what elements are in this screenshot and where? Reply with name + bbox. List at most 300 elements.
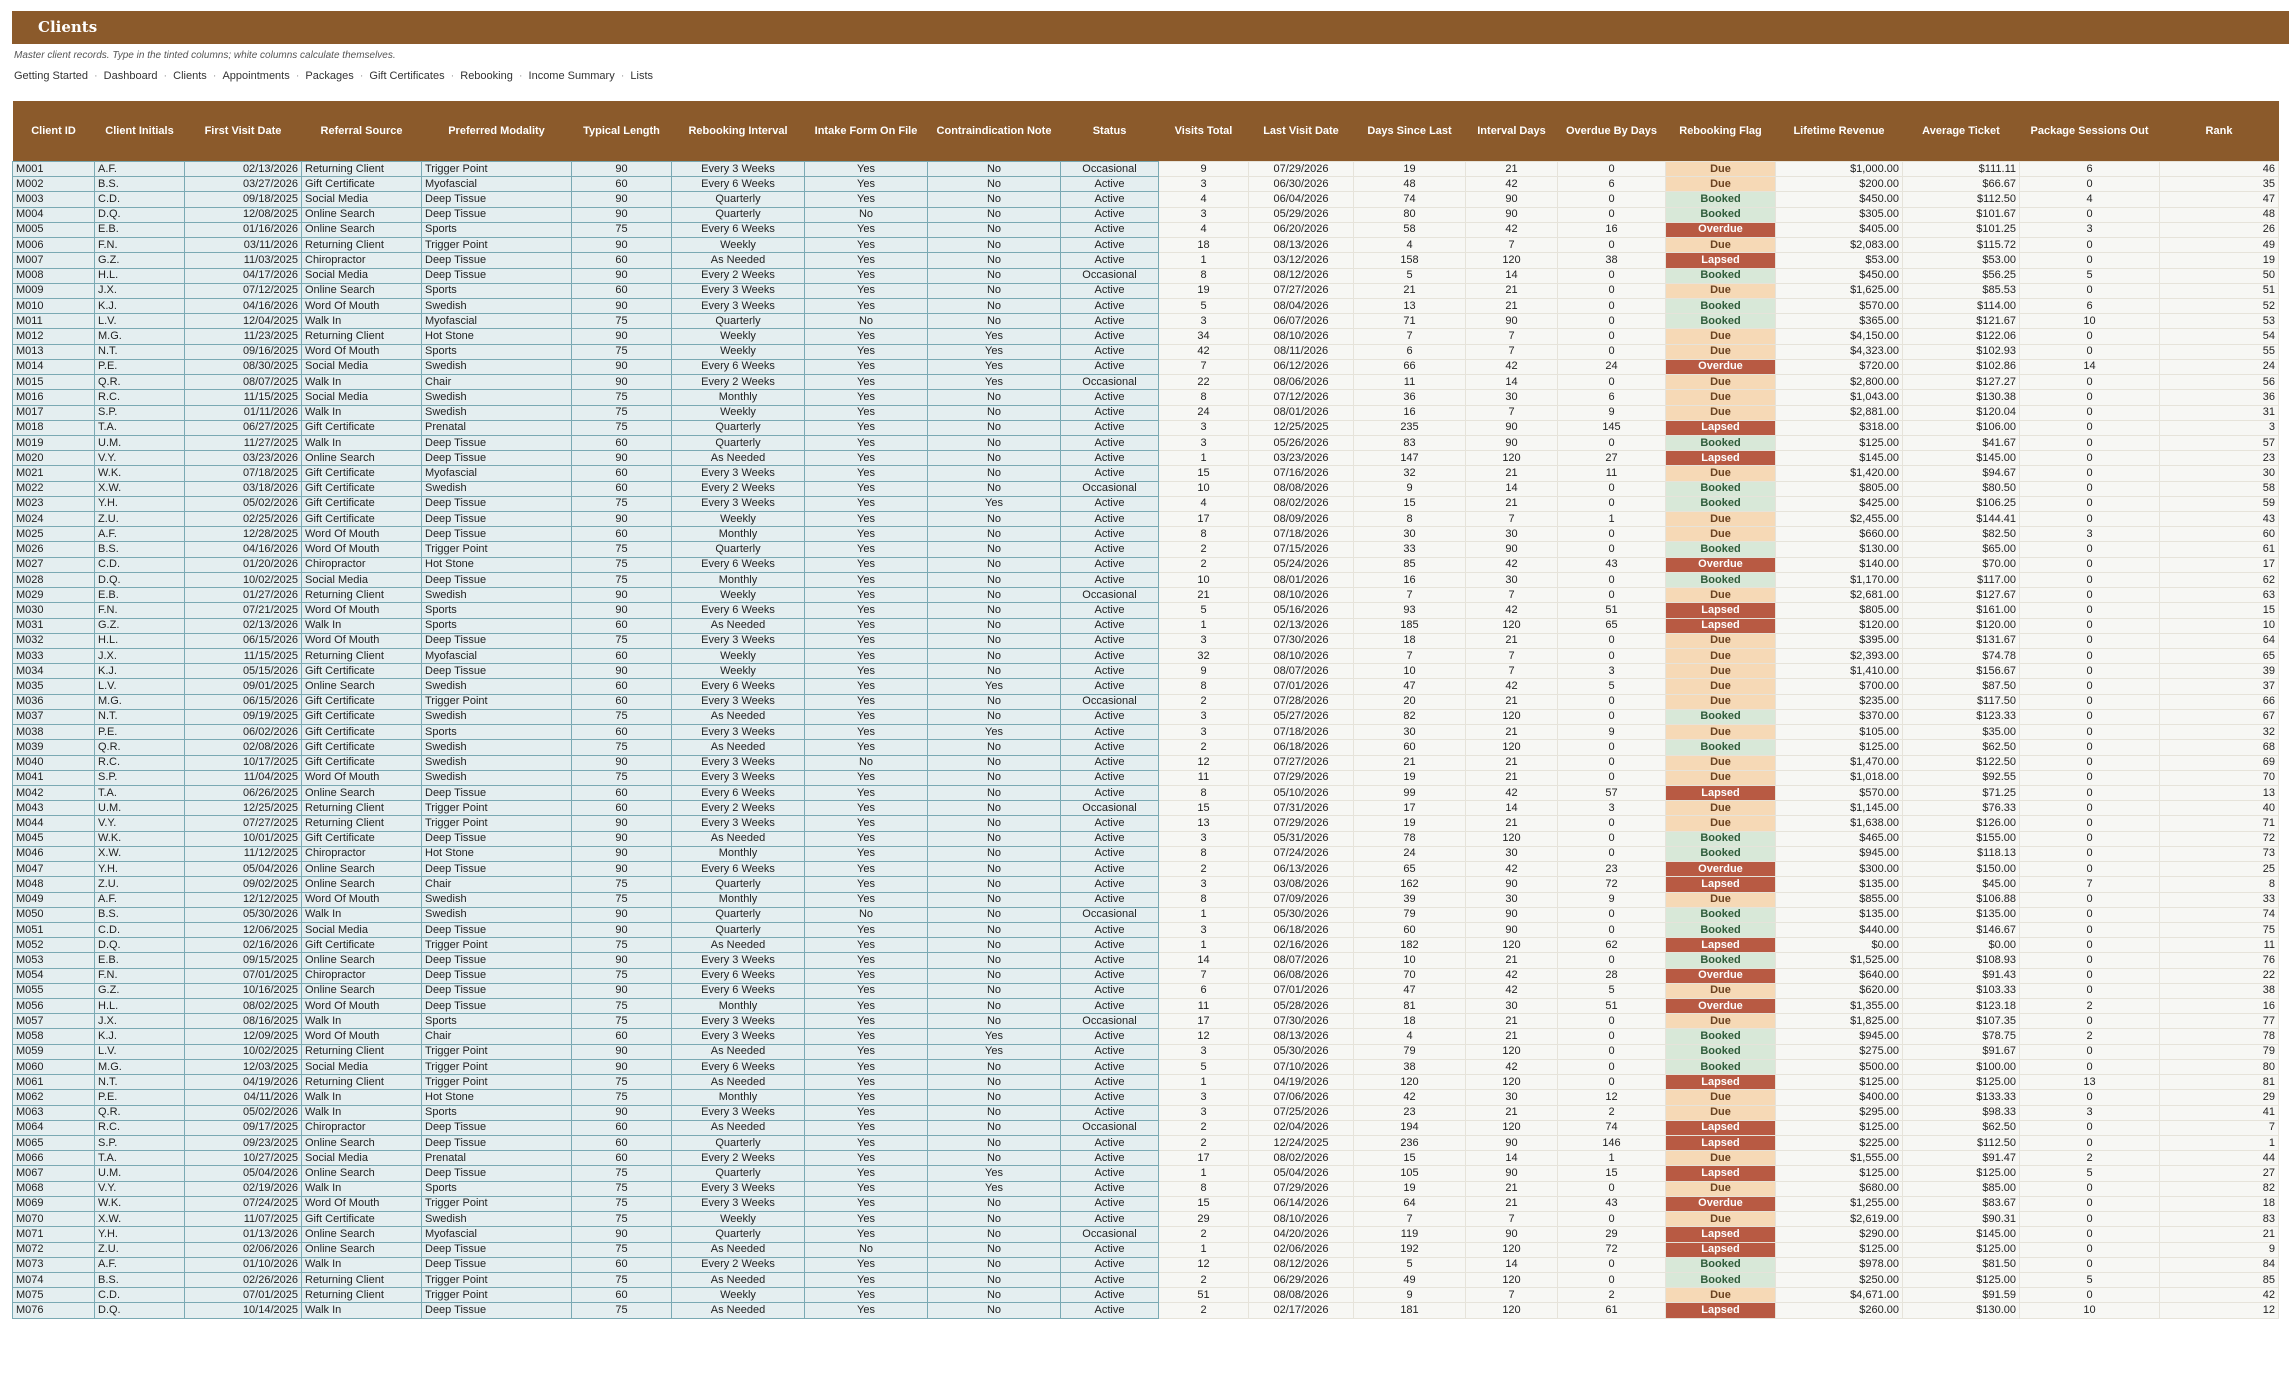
cell-client-initials[interactable]: Q.R. bbox=[95, 740, 185, 755]
cell-first-visit-date[interactable]: 09/15/2025 bbox=[185, 953, 302, 968]
cell-client-id[interactable]: M041 bbox=[13, 770, 95, 785]
cell-typical-length[interactable]: 75 bbox=[572, 420, 672, 435]
cell-typical-length[interactable]: 90 bbox=[572, 1105, 672, 1120]
cell-typical-length[interactable]: 60 bbox=[572, 253, 672, 268]
cell-referral-source[interactable]: Gift Certificate bbox=[302, 420, 422, 435]
cell-typical-length[interactable]: 75 bbox=[572, 496, 672, 511]
cell-intake-form-on-file[interactable]: Yes bbox=[805, 877, 928, 892]
cell-first-visit-date[interactable]: 10/02/2025 bbox=[185, 1044, 302, 1059]
cell-client-initials[interactable]: Y.H. bbox=[95, 1227, 185, 1242]
cell-referral-source[interactable]: Walk In bbox=[302, 375, 422, 390]
cell-client-id[interactable]: M052 bbox=[13, 938, 95, 953]
cell-preferred-modality[interactable]: Trigger Point bbox=[422, 816, 572, 831]
cell-client-id[interactable]: M034 bbox=[13, 664, 95, 679]
cell-intake-form-on-file[interactable]: Yes bbox=[805, 968, 928, 983]
cell-contraindication-note[interactable]: No bbox=[928, 481, 1061, 496]
cell-first-visit-date[interactable]: 11/15/2025 bbox=[185, 390, 302, 405]
cell-first-visit-date[interactable]: 01/11/2026 bbox=[185, 405, 302, 420]
cell-preferred-modality[interactable]: Sports bbox=[422, 222, 572, 237]
cell-rebooking-interval[interactable]: Every 3 Weeks bbox=[672, 755, 805, 770]
cell-referral-source[interactable]: Online Search bbox=[302, 877, 422, 892]
cell-preferred-modality[interactable]: Deep Tissue bbox=[422, 512, 572, 527]
cell-status[interactable]: Active bbox=[1061, 222, 1159, 237]
cell-first-visit-date[interactable]: 04/11/2026 bbox=[185, 1090, 302, 1105]
cell-client-initials[interactable]: B.S. bbox=[95, 542, 185, 557]
cell-status[interactable]: Occasional bbox=[1061, 1120, 1159, 1135]
cell-first-visit-date[interactable]: 04/17/2026 bbox=[185, 268, 302, 283]
cell-intake-form-on-file[interactable]: Yes bbox=[805, 359, 928, 374]
cell-intake-form-on-file[interactable]: Yes bbox=[805, 649, 928, 664]
cell-status[interactable]: Active bbox=[1061, 359, 1159, 374]
cell-first-visit-date[interactable]: 12/06/2025 bbox=[185, 922, 302, 937]
cell-contraindication-note[interactable]: No bbox=[928, 588, 1061, 603]
cell-rebooking-interval[interactable]: Weekly bbox=[672, 238, 805, 253]
cell-client-initials[interactable]: Z.U. bbox=[95, 877, 185, 892]
cell-status[interactable]: Active bbox=[1061, 1257, 1159, 1272]
cell-status[interactable]: Occasional bbox=[1061, 375, 1159, 390]
cell-preferred-modality[interactable]: Hot Stone bbox=[422, 557, 572, 572]
cell-typical-length[interactable]: 60 bbox=[572, 618, 672, 633]
cell-first-visit-date[interactable]: 08/30/2025 bbox=[185, 359, 302, 374]
cell-client-initials[interactable]: X.W. bbox=[95, 481, 185, 496]
cell-first-visit-date[interactable]: 09/17/2025 bbox=[185, 1120, 302, 1135]
cell-status[interactable]: Occasional bbox=[1061, 1014, 1159, 1029]
cell-typical-length[interactable]: 75 bbox=[572, 344, 672, 359]
cell-client-initials[interactable]: T.A. bbox=[95, 420, 185, 435]
cell-intake-form-on-file[interactable]: Yes bbox=[805, 1059, 928, 1074]
cell-intake-form-on-file[interactable]: Yes bbox=[805, 1090, 928, 1105]
cell-status[interactable]: Occasional bbox=[1061, 268, 1159, 283]
cell-client-id[interactable]: M027 bbox=[13, 557, 95, 572]
cell-status[interactable]: Active bbox=[1061, 922, 1159, 937]
cell-referral-source[interactable]: Walk In bbox=[302, 405, 422, 420]
cell-referral-source[interactable]: Word Of Mouth bbox=[302, 603, 422, 618]
cell-typical-length[interactable]: 60 bbox=[572, 283, 672, 298]
cell-referral-source[interactable]: Walk In bbox=[302, 1105, 422, 1120]
cell-first-visit-date[interactable]: 07/01/2025 bbox=[185, 1288, 302, 1303]
cell-intake-form-on-file[interactable]: Yes bbox=[805, 1257, 928, 1272]
cell-preferred-modality[interactable]: Hot Stone bbox=[422, 846, 572, 861]
cell-client-initials[interactable]: K.J. bbox=[95, 664, 185, 679]
nav-link-dashboard[interactable]: Dashboard bbox=[103, 70, 158, 82]
cell-intake-form-on-file[interactable]: Yes bbox=[805, 1120, 928, 1135]
cell-client-initials[interactable]: V.Y. bbox=[95, 816, 185, 831]
cell-status[interactable]: Active bbox=[1061, 1090, 1159, 1105]
cell-rebooking-interval[interactable]: Every 2 Weeks bbox=[672, 801, 805, 816]
cell-first-visit-date[interactable]: 12/12/2025 bbox=[185, 892, 302, 907]
cell-referral-source[interactable]: Returning Client bbox=[302, 801, 422, 816]
cell-preferred-modality[interactable]: Chair bbox=[422, 877, 572, 892]
cell-client-id[interactable]: M057 bbox=[13, 1014, 95, 1029]
cell-referral-source[interactable]: Walk In bbox=[302, 1257, 422, 1272]
cell-status[interactable]: Active bbox=[1061, 1288, 1159, 1303]
cell-intake-form-on-file[interactable]: Yes bbox=[805, 709, 928, 724]
cell-intake-form-on-file[interactable]: Yes bbox=[805, 420, 928, 435]
cell-client-id[interactable]: M004 bbox=[13, 207, 95, 222]
cell-intake-form-on-file[interactable]: Yes bbox=[805, 618, 928, 633]
cell-typical-length[interactable]: 90 bbox=[572, 375, 672, 390]
cell-client-id[interactable]: M028 bbox=[13, 572, 95, 587]
cell-rebooking-interval[interactable]: Quarterly bbox=[672, 207, 805, 222]
cell-preferred-modality[interactable]: Trigger Point bbox=[422, 694, 572, 709]
cell-intake-form-on-file[interactable]: Yes bbox=[805, 679, 928, 694]
cell-first-visit-date[interactable]: 11/07/2025 bbox=[185, 1212, 302, 1227]
cell-referral-source[interactable]: Social Media bbox=[302, 192, 422, 207]
cell-referral-source[interactable]: Returning Client bbox=[302, 1044, 422, 1059]
cell-status[interactable]: Occasional bbox=[1061, 694, 1159, 709]
cell-status[interactable]: Active bbox=[1061, 892, 1159, 907]
cell-first-visit-date[interactable]: 06/26/2025 bbox=[185, 785, 302, 800]
cell-client-initials[interactable]: Z.U. bbox=[95, 1242, 185, 1257]
cell-intake-form-on-file[interactable]: No bbox=[805, 314, 928, 329]
cell-intake-form-on-file[interactable]: Yes bbox=[805, 1272, 928, 1287]
cell-client-id[interactable]: M035 bbox=[13, 679, 95, 694]
cell-typical-length[interactable]: 60 bbox=[572, 725, 672, 740]
cell-intake-form-on-file[interactable]: Yes bbox=[805, 846, 928, 861]
cell-status[interactable]: Active bbox=[1061, 390, 1159, 405]
cell-client-initials[interactable]: J.X. bbox=[95, 283, 185, 298]
cell-contraindication-note[interactable]: No bbox=[928, 405, 1061, 420]
nav-link-rebooking[interactable]: Rebooking bbox=[460, 70, 513, 82]
cell-client-id[interactable]: M022 bbox=[13, 481, 95, 496]
cell-status[interactable]: Active bbox=[1061, 451, 1159, 466]
cell-first-visit-date[interactable]: 05/04/2026 bbox=[185, 862, 302, 877]
cell-intake-form-on-file[interactable]: Yes bbox=[805, 268, 928, 283]
cell-status[interactable]: Active bbox=[1061, 192, 1159, 207]
cell-contraindication-note[interactable]: No bbox=[928, 1105, 1061, 1120]
cell-status[interactable]: Active bbox=[1061, 207, 1159, 222]
cell-client-id[interactable]: M055 bbox=[13, 983, 95, 998]
cell-preferred-modality[interactable]: Swedish bbox=[422, 907, 572, 922]
cell-referral-source[interactable]: Word Of Mouth bbox=[302, 633, 422, 648]
cell-preferred-modality[interactable]: Deep Tissue bbox=[422, 968, 572, 983]
cell-referral-source[interactable]: Online Search bbox=[302, 451, 422, 466]
cell-intake-form-on-file[interactable]: Yes bbox=[805, 770, 928, 785]
cell-first-visit-date[interactable]: 07/24/2025 bbox=[185, 1196, 302, 1211]
cell-intake-form-on-file[interactable]: Yes bbox=[805, 1181, 928, 1196]
cell-referral-source[interactable]: Online Search bbox=[302, 1227, 422, 1242]
cell-referral-source[interactable]: Walk In bbox=[302, 907, 422, 922]
nav-link-income-summary[interactable]: Income Summary bbox=[528, 70, 615, 82]
cell-rebooking-interval[interactable]: Every 3 Weeks bbox=[672, 1029, 805, 1044]
cell-status[interactable]: Active bbox=[1061, 527, 1159, 542]
cell-client-id[interactable]: M030 bbox=[13, 603, 95, 618]
cell-status[interactable]: Active bbox=[1061, 755, 1159, 770]
cell-first-visit-date[interactable]: 11/04/2025 bbox=[185, 770, 302, 785]
cell-contraindication-note[interactable]: Yes bbox=[928, 1181, 1061, 1196]
cell-rebooking-interval[interactable]: Monthly bbox=[672, 846, 805, 861]
cell-client-initials[interactable]: M.G. bbox=[95, 329, 185, 344]
cell-typical-length[interactable]: 90 bbox=[572, 588, 672, 603]
cell-first-visit-date[interactable]: 10/01/2025 bbox=[185, 831, 302, 846]
cell-client-id[interactable]: M071 bbox=[13, 1227, 95, 1242]
cell-first-visit-date[interactable]: 02/16/2026 bbox=[185, 938, 302, 953]
cell-intake-form-on-file[interactable]: Yes bbox=[805, 816, 928, 831]
cell-status[interactable]: Active bbox=[1061, 953, 1159, 968]
cell-rebooking-interval[interactable]: Every 3 Weeks bbox=[672, 816, 805, 831]
cell-contraindication-note[interactable]: No bbox=[928, 603, 1061, 618]
cell-status[interactable]: Active bbox=[1061, 1181, 1159, 1196]
cell-typical-length[interactable]: 90 bbox=[572, 922, 672, 937]
cell-referral-source[interactable]: Word Of Mouth bbox=[302, 527, 422, 542]
cell-first-visit-date[interactable]: 05/02/2026 bbox=[185, 496, 302, 511]
cell-preferred-modality[interactable]: Myofascial bbox=[422, 1227, 572, 1242]
cell-client-initials[interactable]: B.S. bbox=[95, 1272, 185, 1287]
cell-status[interactable]: Occasional bbox=[1061, 801, 1159, 816]
nav-link-getting-started[interactable]: Getting Started bbox=[14, 70, 88, 82]
cell-client-initials[interactable]: N.T. bbox=[95, 1075, 185, 1090]
cell-client-initials[interactable]: B.S. bbox=[95, 177, 185, 192]
cell-intake-form-on-file[interactable]: Yes bbox=[805, 527, 928, 542]
cell-intake-form-on-file[interactable]: Yes bbox=[805, 1303, 928, 1318]
cell-first-visit-date[interactable]: 02/08/2026 bbox=[185, 740, 302, 755]
cell-intake-form-on-file[interactable]: Yes bbox=[805, 938, 928, 953]
cell-client-initials[interactable]: P.E. bbox=[95, 1090, 185, 1105]
cell-first-visit-date[interactable]: 10/14/2025 bbox=[185, 1303, 302, 1318]
cell-client-initials[interactable]: G.Z. bbox=[95, 618, 185, 633]
cell-client-initials[interactable]: A.F. bbox=[95, 892, 185, 907]
cell-contraindication-note[interactable]: No bbox=[928, 770, 1061, 785]
cell-intake-form-on-file[interactable]: Yes bbox=[805, 694, 928, 709]
cell-preferred-modality[interactable]: Sports bbox=[422, 725, 572, 740]
cell-intake-form-on-file[interactable]: Yes bbox=[805, 953, 928, 968]
cell-rebooking-interval[interactable]: Every 6 Weeks bbox=[672, 359, 805, 374]
cell-typical-length[interactable]: 60 bbox=[572, 177, 672, 192]
cell-contraindication-note[interactable]: No bbox=[928, 938, 1061, 953]
cell-referral-source[interactable]: Online Search bbox=[302, 1242, 422, 1257]
cell-preferred-modality[interactable]: Trigger Point bbox=[422, 1196, 572, 1211]
cell-typical-length[interactable]: 75 bbox=[572, 405, 672, 420]
cell-typical-length[interactable]: 60 bbox=[572, 679, 672, 694]
cell-status[interactable]: Occasional bbox=[1061, 907, 1159, 922]
cell-client-initials[interactable]: L.V. bbox=[95, 314, 185, 329]
cell-client-id[interactable]: M016 bbox=[13, 390, 95, 405]
cell-client-id[interactable]: M075 bbox=[13, 1288, 95, 1303]
cell-preferred-modality[interactable]: Deep Tissue bbox=[422, 1257, 572, 1272]
cell-rebooking-interval[interactable]: Weekly bbox=[672, 1212, 805, 1227]
cell-referral-source[interactable]: Returning Client bbox=[302, 238, 422, 253]
cell-typical-length[interactable]: 75 bbox=[572, 390, 672, 405]
cell-client-initials[interactable]: Y.H. bbox=[95, 496, 185, 511]
cell-contraindication-note[interactable]: No bbox=[928, 892, 1061, 907]
cell-client-id[interactable]: M014 bbox=[13, 359, 95, 374]
cell-client-initials[interactable]: D.Q. bbox=[95, 938, 185, 953]
cell-rebooking-interval[interactable]: Every 6 Weeks bbox=[672, 968, 805, 983]
cell-contraindication-note[interactable]: No bbox=[928, 542, 1061, 557]
cell-typical-length[interactable]: 90 bbox=[572, 298, 672, 313]
cell-preferred-modality[interactable]: Swedish bbox=[422, 1212, 572, 1227]
cell-preferred-modality[interactable]: Swedish bbox=[422, 405, 572, 420]
cell-rebooking-interval[interactable]: Every 3 Weeks bbox=[672, 162, 805, 177]
nav-link-clients[interactable]: Clients bbox=[173, 70, 207, 82]
cell-intake-form-on-file[interactable]: Yes bbox=[805, 405, 928, 420]
cell-referral-source[interactable]: Gift Certificate bbox=[302, 709, 422, 724]
cell-contraindication-note[interactable]: No bbox=[928, 999, 1061, 1014]
cell-referral-source[interactable]: Returning Client bbox=[302, 816, 422, 831]
cell-contraindication-note[interactable]: No bbox=[928, 253, 1061, 268]
cell-preferred-modality[interactable]: Deep Tissue bbox=[422, 435, 572, 450]
cell-status[interactable]: Active bbox=[1061, 314, 1159, 329]
cell-typical-length[interactable]: 60 bbox=[572, 1029, 672, 1044]
cell-rebooking-interval[interactable]: Every 3 Weeks bbox=[672, 725, 805, 740]
cell-rebooking-interval[interactable]: Every 2 Weeks bbox=[672, 375, 805, 390]
cell-preferred-modality[interactable]: Swedish bbox=[422, 588, 572, 603]
cell-contraindication-note[interactable]: No bbox=[928, 907, 1061, 922]
cell-typical-length[interactable]: 90 bbox=[572, 451, 672, 466]
cell-client-initials[interactable]: W.K. bbox=[95, 466, 185, 481]
cell-client-initials[interactable]: J.X. bbox=[95, 649, 185, 664]
cell-intake-form-on-file[interactable]: Yes bbox=[805, 496, 928, 511]
cell-status[interactable]: Active bbox=[1061, 405, 1159, 420]
cell-client-id[interactable]: M063 bbox=[13, 1105, 95, 1120]
cell-client-initials[interactable]: J.X. bbox=[95, 1014, 185, 1029]
cell-first-visit-date[interactable]: 07/27/2025 bbox=[185, 816, 302, 831]
cell-referral-source[interactable]: Word Of Mouth bbox=[302, 344, 422, 359]
nav-link-gift-certificates[interactable]: Gift Certificates bbox=[369, 70, 445, 82]
cell-preferred-modality[interactable]: Myofascial bbox=[422, 177, 572, 192]
cell-contraindication-note[interactable]: No bbox=[928, 268, 1061, 283]
cell-client-initials[interactable]: D.Q. bbox=[95, 1303, 185, 1318]
cell-contraindication-note[interactable]: No bbox=[928, 390, 1061, 405]
cell-client-id[interactable]: M050 bbox=[13, 907, 95, 922]
cell-contraindication-note[interactable]: No bbox=[928, 512, 1061, 527]
cell-referral-source[interactable]: Gift Certificate bbox=[302, 466, 422, 481]
cell-status[interactable]: Active bbox=[1061, 177, 1159, 192]
cell-status[interactable]: Active bbox=[1061, 862, 1159, 877]
cell-client-initials[interactable]: N.T. bbox=[95, 709, 185, 724]
cell-preferred-modality[interactable]: Trigger Point bbox=[422, 1288, 572, 1303]
cell-preferred-modality[interactable]: Swedish bbox=[422, 755, 572, 770]
cell-client-id[interactable]: M021 bbox=[13, 466, 95, 481]
cell-intake-form-on-file[interactable]: Yes bbox=[805, 466, 928, 481]
cell-referral-source[interactable]: Gift Certificate bbox=[302, 664, 422, 679]
cell-rebooking-interval[interactable]: Quarterly bbox=[672, 1227, 805, 1242]
cell-first-visit-date[interactable]: 04/16/2026 bbox=[185, 298, 302, 313]
cell-typical-length[interactable]: 75 bbox=[572, 968, 672, 983]
cell-contraindication-note[interactable]: No bbox=[928, 1014, 1061, 1029]
cell-referral-source[interactable]: Online Search bbox=[302, 679, 422, 694]
cell-intake-form-on-file[interactable]: Yes bbox=[805, 481, 928, 496]
cell-preferred-modality[interactable]: Trigger Point bbox=[422, 162, 572, 177]
cell-contraindication-note[interactable]: No bbox=[928, 1075, 1061, 1090]
cell-client-id[interactable]: M010 bbox=[13, 298, 95, 313]
nav-link-appointments[interactable]: Appointments bbox=[222, 70, 290, 82]
cell-rebooking-interval[interactable]: As Needed bbox=[672, 1303, 805, 1318]
cell-contraindication-note[interactable]: No bbox=[928, 420, 1061, 435]
cell-typical-length[interactable]: 60 bbox=[572, 1288, 672, 1303]
cell-intake-form-on-file[interactable]: Yes bbox=[805, 1196, 928, 1211]
cell-typical-length[interactable]: 75 bbox=[572, 1196, 672, 1211]
cell-contraindication-note[interactable]: No bbox=[928, 649, 1061, 664]
cell-contraindication-note[interactable]: No bbox=[928, 1120, 1061, 1135]
cell-first-visit-date[interactable]: 01/20/2026 bbox=[185, 557, 302, 572]
cell-client-id[interactable]: M033 bbox=[13, 649, 95, 664]
cell-intake-form-on-file[interactable]: Yes bbox=[805, 588, 928, 603]
cell-rebooking-interval[interactable]: As Needed bbox=[672, 740, 805, 755]
cell-referral-source[interactable]: Online Search bbox=[302, 222, 422, 237]
cell-rebooking-interval[interactable]: Weekly bbox=[672, 344, 805, 359]
cell-referral-source[interactable]: Gift Certificate bbox=[302, 831, 422, 846]
cell-client-id[interactable]: M013 bbox=[13, 344, 95, 359]
cell-rebooking-interval[interactable]: As Needed bbox=[672, 1120, 805, 1135]
cell-contraindication-note[interactable]: Yes bbox=[928, 1166, 1061, 1181]
cell-client-id[interactable]: M024 bbox=[13, 512, 95, 527]
cell-intake-form-on-file[interactable]: Yes bbox=[805, 922, 928, 937]
cell-status[interactable]: Active bbox=[1061, 603, 1159, 618]
cell-contraindication-note[interactable]: No bbox=[928, 1288, 1061, 1303]
cell-typical-length[interactable]: 60 bbox=[572, 694, 672, 709]
cell-status[interactable]: Active bbox=[1061, 253, 1159, 268]
cell-client-id[interactable]: M001 bbox=[13, 162, 95, 177]
cell-client-initials[interactable]: X.W. bbox=[95, 846, 185, 861]
cell-intake-form-on-file[interactable]: Yes bbox=[805, 253, 928, 268]
cell-status[interactable]: Active bbox=[1061, 1075, 1159, 1090]
cell-contraindication-note[interactable]: No bbox=[928, 755, 1061, 770]
cell-client-initials[interactable]: U.M. bbox=[95, 801, 185, 816]
cell-intake-form-on-file[interactable]: Yes bbox=[805, 1166, 928, 1181]
cell-preferred-modality[interactable]: Swedish bbox=[422, 770, 572, 785]
cell-rebooking-interval[interactable]: Every 2 Weeks bbox=[672, 1151, 805, 1166]
cell-typical-length[interactable]: 60 bbox=[572, 801, 672, 816]
cell-rebooking-interval[interactable]: As Needed bbox=[672, 938, 805, 953]
cell-preferred-modality[interactable]: Deep Tissue bbox=[422, 1242, 572, 1257]
cell-preferred-modality[interactable]: Trigger Point bbox=[422, 1044, 572, 1059]
cell-preferred-modality[interactable]: Deep Tissue bbox=[422, 207, 572, 222]
cell-preferred-modality[interactable]: Deep Tissue bbox=[422, 253, 572, 268]
cell-intake-form-on-file[interactable]: Yes bbox=[805, 1212, 928, 1227]
cell-typical-length[interactable]: 75 bbox=[572, 1090, 672, 1105]
cell-referral-source[interactable]: Chiropractor bbox=[302, 968, 422, 983]
cell-intake-form-on-file[interactable]: Yes bbox=[805, 664, 928, 679]
cell-typical-length[interactable]: 90 bbox=[572, 831, 672, 846]
cell-first-visit-date[interactable]: 04/19/2026 bbox=[185, 1075, 302, 1090]
cell-referral-source[interactable]: Online Search bbox=[302, 953, 422, 968]
cell-intake-form-on-file[interactable]: No bbox=[805, 755, 928, 770]
cell-first-visit-date[interactable]: 03/23/2026 bbox=[185, 451, 302, 466]
cell-client-initials[interactable]: C.D. bbox=[95, 192, 185, 207]
cell-preferred-modality[interactable]: Trigger Point bbox=[422, 1059, 572, 1074]
cell-client-initials[interactable]: Q.R. bbox=[95, 1105, 185, 1120]
cell-preferred-modality[interactable]: Deep Tissue bbox=[422, 983, 572, 998]
cell-contraindication-note[interactable]: No bbox=[928, 572, 1061, 587]
cell-rebooking-interval[interactable]: Every 3 Weeks bbox=[672, 298, 805, 313]
cell-status[interactable]: Active bbox=[1061, 1029, 1159, 1044]
cell-contraindication-note[interactable]: No bbox=[928, 831, 1061, 846]
cell-client-initials[interactable]: A.F. bbox=[95, 1257, 185, 1272]
cell-first-visit-date[interactable]: 09/02/2025 bbox=[185, 877, 302, 892]
cell-status[interactable]: Active bbox=[1061, 572, 1159, 587]
cell-client-id[interactable]: M076 bbox=[13, 1303, 95, 1318]
cell-typical-length[interactable]: 75 bbox=[572, 1166, 672, 1181]
cell-client-initials[interactable]: S.P. bbox=[95, 405, 185, 420]
cell-rebooking-interval[interactable]: Weekly bbox=[672, 664, 805, 679]
cell-first-visit-date[interactable]: 07/12/2025 bbox=[185, 283, 302, 298]
cell-typical-length[interactable]: 75 bbox=[572, 770, 672, 785]
cell-preferred-modality[interactable]: Swedish bbox=[422, 740, 572, 755]
cell-typical-length[interactable]: 90 bbox=[572, 1044, 672, 1059]
cell-client-id[interactable]: M045 bbox=[13, 831, 95, 846]
cell-referral-source[interactable]: Gift Certificate bbox=[302, 481, 422, 496]
cell-first-visit-date[interactable]: 01/27/2026 bbox=[185, 588, 302, 603]
cell-rebooking-interval[interactable]: Every 3 Weeks bbox=[672, 466, 805, 481]
cell-rebooking-interval[interactable]: Every 3 Weeks bbox=[672, 1105, 805, 1120]
cell-client-initials[interactable]: R.C. bbox=[95, 390, 185, 405]
cell-client-initials[interactable]: H.L. bbox=[95, 633, 185, 648]
cell-client-id[interactable]: M020 bbox=[13, 451, 95, 466]
cell-typical-length[interactable]: 60 bbox=[572, 1151, 672, 1166]
cell-client-id[interactable]: M065 bbox=[13, 1136, 95, 1151]
cell-contraindication-note[interactable]: No bbox=[928, 207, 1061, 222]
